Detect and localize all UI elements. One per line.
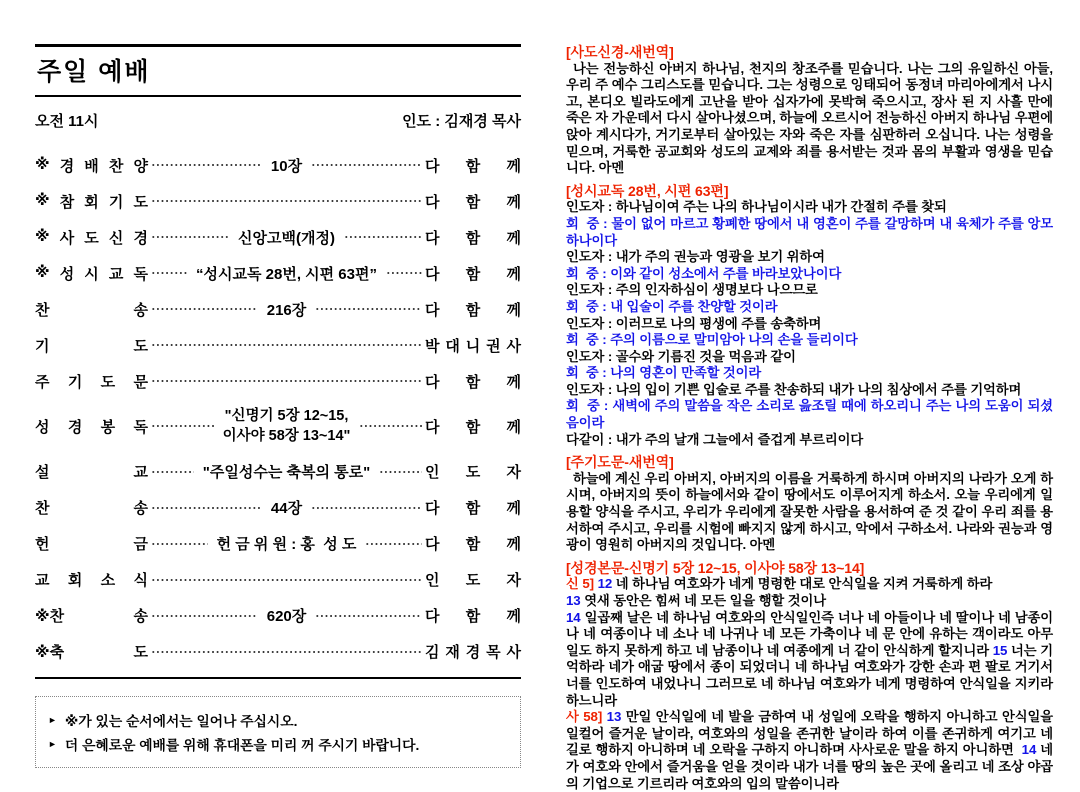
label-token: 회 — [84, 193, 99, 211]
order-item-detail: 620장 — [266, 608, 307, 626]
order-row — [35, 497, 521, 519]
order-item-performer — [425, 155, 521, 176]
order-item-label — [35, 605, 148, 626]
order-item-performer — [425, 299, 521, 320]
order-item-performer — [425, 497, 521, 518]
label-token: 도 — [465, 572, 481, 590]
label-token: 경 — [133, 229, 148, 247]
dotted-leader — [365, 537, 422, 551]
bottom-rule — [35, 677, 521, 679]
dotted-leader — [386, 266, 422, 280]
label-token: 성 — [35, 418, 50, 436]
text-run: 14 — [566, 609, 581, 625]
section-heading: [사도신경-새번역] — [566, 44, 674, 60]
label-token: 김 — [425, 644, 440, 662]
order-item-detail: "주일성수는 축복의 통로" — [202, 464, 371, 482]
page-title: 주일 예배 — [37, 58, 151, 86]
text-run: 15 — [992, 642, 1008, 658]
order-item-label — [35, 155, 148, 176]
order-item-performer — [425, 641, 521, 662]
label-token: 식 — [133, 572, 148, 590]
dotted-leader — [151, 501, 262, 515]
service-leader: 인도 : 김재경 목사 — [402, 113, 521, 130]
label-token: 기 — [108, 193, 124, 211]
order-item-performer — [425, 263, 521, 284]
label-token: 도 — [133, 644, 148, 662]
label-token: ※ — [35, 191, 50, 209]
text-run: 만일 안식일에 네 발을 금하여 내 성일에 오락을 행하지 아니하고 안식일을 일컬어 즐거운 날이라, 여호와의 성일을 존귀한 날이라 하여 이를 존귀하게 여기고 네 길로 행하지 아니하며 네 오락을 구하지 아니하며 사사로운 말을 하지 아니하면 — [566, 709, 1053, 758]
section-paragraph — [566, 299, 1053, 316]
label-token: 목 — [486, 644, 501, 662]
section-paragraph — [566, 216, 1053, 249]
label-token: 헌 — [35, 536, 50, 554]
dotted-leader — [359, 419, 422, 433]
label-token: 께 — [506, 500, 521, 518]
order-item-performer — [425, 461, 521, 482]
text-run: 인도자 : 골수와 기름진 것을 먹음과 같이 — [566, 348, 796, 364]
dotted-leader — [151, 266, 187, 280]
text-run: 회 중 : 물이 없어 마르고 황폐한 땅에서 내 영혼이 주를 갈망하며 내 육체가 주를 앙모하나이다 — [566, 215, 1053, 248]
section-paragraph — [566, 316, 1053, 333]
label-token: 교 — [35, 572, 50, 590]
section-paragraph — [566, 266, 1053, 283]
label-token: 독 — [133, 418, 148, 436]
label-token: 다 — [425, 229, 440, 247]
order-row — [35, 190, 521, 212]
section-paragraph — [566, 432, 1053, 449]
label-token: 박 — [425, 337, 440, 355]
label-token: 경 — [59, 157, 75, 175]
dotted-leader — [151, 374, 422, 388]
label-token: 인 — [425, 464, 440, 482]
dotted-leader — [151, 645, 422, 659]
label-token: 사 — [506, 644, 521, 662]
order-item-performer — [425, 569, 521, 590]
text-run: 인도자 : 이러므로 나의 평생에 주를 송축하며 — [566, 315, 822, 331]
section-paragraph — [566, 398, 1053, 431]
label-token: 께 — [506, 608, 521, 626]
label-token: 자 — [506, 572, 521, 590]
section-paragraph — [566, 61, 1053, 177]
section-heading: [주기도문-새번역] — [566, 454, 674, 471]
text-run: 신 5] — [566, 576, 598, 592]
label-token: 독 — [133, 265, 148, 283]
title-rule — [35, 95, 521, 97]
label-token: 설 — [35, 464, 50, 482]
label-token: ※ — [35, 155, 50, 173]
order-item-detail: 신앙고백(개정) — [238, 229, 335, 247]
dotted-leader — [311, 158, 422, 172]
order-row — [35, 461, 521, 483]
label-token: 경 — [465, 644, 481, 662]
text-run: 엿새 동안은 힘써 네 모든 일을 행할 것이나 — [580, 593, 827, 608]
label-token: 기 — [67, 373, 83, 391]
label-token: 께 — [506, 229, 521, 247]
label-token: 니 — [465, 337, 481, 355]
section-paragraph — [566, 365, 1053, 382]
text-run: 회 중 : 나의 영혼이 만족할 것이라 — [566, 365, 762, 381]
dotted-leader — [151, 338, 422, 352]
order-item-label — [35, 299, 148, 320]
label-token: 대 — [445, 337, 460, 355]
text-run: 12 — [597, 576, 613, 592]
section-paragraph — [566, 332, 1053, 349]
order-item-label — [35, 416, 148, 437]
label-token: 다 — [425, 157, 440, 175]
label-token: ※ — [35, 227, 50, 245]
order-row — [35, 334, 521, 356]
text-run: 회 중 : 이와 같이 성소에서 주를 바라보았나이다 — [566, 265, 842, 281]
service-time: 오전 11시 — [35, 113, 99, 130]
text-run: 네 하나님 여호와가 네게 명령한 대로 안식일을 지켜 거룩하게 하라 — [612, 576, 993, 592]
label-token: 송 — [133, 301, 148, 319]
label-token: 찬 — [35, 500, 50, 518]
order-item-label — [35, 533, 148, 554]
text-run: 인도자 : 하나님이여 주는 나의 하나님이시라 내가 간절히 주를 찾되 — [566, 199, 947, 215]
service-info-row — [35, 110, 521, 131]
label-token: 찬 — [108, 157, 124, 175]
label-token: ※축 — [35, 644, 65, 662]
label-token: 도 — [84, 229, 99, 247]
label-token: 시 — [84, 265, 99, 283]
label-token: 함 — [465, 157, 481, 175]
section-paragraph — [566, 471, 1053, 554]
label-token: 다 — [425, 193, 440, 211]
top-rule — [35, 44, 521, 47]
order-item-label — [35, 569, 148, 590]
order-row — [35, 641, 521, 663]
order-item-performer — [425, 191, 521, 212]
note-line — [48, 734, 508, 754]
text-run: 사 58] — [566, 709, 607, 725]
label-token: 함 — [465, 608, 481, 626]
dotted-leader — [151, 537, 208, 551]
section-paragraph — [566, 709, 1053, 792]
text-run: 인도자 : 주의 인자하심이 생명보다 나으므로 — [566, 282, 818, 298]
order-item-performer — [425, 227, 521, 248]
label-token: 께 — [506, 193, 521, 211]
order-item-detail: 10장 — [270, 157, 303, 175]
text-run: 14 — [1021, 742, 1037, 758]
label-token: 께 — [506, 301, 521, 319]
label-token: 참 — [59, 193, 75, 211]
detail-line: 이사야 58장 13~14" — [222, 428, 351, 445]
section-paragraph — [566, 249, 1053, 266]
label-token: 도 — [100, 373, 116, 391]
dotted-leader — [151, 302, 258, 316]
text-run: 너는 기억하라 네가 애굽 땅에서 종이 되었더니 네 하나님 여호와가 강한 손과 편 팔로 거기서 너를 인도하여 내었나니 그러므로 네 하나님 여호와가 네게 명령하여 안식일을 지키라 하느니라 — [566, 642, 1053, 708]
label-token: 다 — [425, 373, 440, 391]
order-item-performer — [425, 533, 521, 554]
dotted-leader — [151, 465, 194, 479]
text-run: 회 중 : 내 입술이 주를 찬양할 것이라 — [566, 298, 778, 314]
order-row — [35, 370, 521, 392]
label-token: ※찬 — [35, 608, 65, 626]
label-token: 신 — [108, 229, 124, 247]
label-token: 권 — [486, 337, 501, 355]
section-paragraph — [566, 349, 1053, 366]
dotted-leader — [315, 609, 422, 623]
section-paragraph — [566, 576, 1053, 593]
label-token: 함 — [465, 500, 481, 518]
label-token: 소 — [100, 572, 116, 590]
note-text: 더 은혜로운 예배를 위해 휴대폰을 미리 꺼 주시기 바랍니다. — [64, 737, 420, 753]
text-run: 일곱째 날은 네 하나님 여호와의 안식일인즉 너나 네 아들이나 네 딸이나 네 남종이나 네 여종이나 네 소나 네 나귀나 네 모든 가축이나 네 문 안에 유하는 객이라도 아무 일도 하지 못하게 하고 네 남종이나 네 여종에게 너 같이 안식하게 할지니라 — [566, 609, 1053, 658]
dotted-leader — [151, 419, 214, 433]
order-item-detail — [217, 406, 357, 447]
label-token: 자 — [506, 464, 521, 482]
label-token: 다 — [425, 536, 440, 554]
label-token: 재 — [445, 644, 460, 662]
dotted-leader — [151, 158, 262, 172]
dotted-leader — [151, 230, 229, 244]
dotted-leader — [151, 194, 422, 208]
text-run: 인도자 : 내가 주의 권능과 영광을 보기 위하여 — [566, 249, 825, 265]
label-token: 도 — [133, 337, 148, 355]
text-run: 인도자 : 나의 입이 기쁜 입술로 주를 찬송하되 내가 나의 침상에서 주를 기억하며 — [566, 381, 1022, 397]
dotted-leader — [379, 465, 422, 479]
order-row — [35, 569, 521, 591]
label-token: 께 — [506, 373, 521, 391]
section-paragraph — [566, 610, 1053, 710]
label-token: 다 — [425, 608, 440, 626]
scripture-panel — [566, 44, 1053, 792]
text-run: 나는 전능하신 아버지 하나님, 천지의 창조주를 믿습니다. 나는 그의 유일하신 아들, 우리 주 예수 그리스도를 믿습니다. 그는 성령으로 잉태되어 동정녀 마리아에게서 나시고, 본디오 빌라도에게 고난을 받아 십자가에 못박혀 죽으시고, 장사 된 지 사흘 만에 죽은 자 가운데서 다시 살아나셨으며, 하늘에 오르시어 전능하신 아버지 하나님 우편에 앉아 계시다가, 거기로부터 살아있는 자와 죽은 자를 심판하러 오십니다. 나는 성령을 믿으며, 거룩한 공교회와 성도의 교제와 죄를 용서받는 것과 몸의 부활과 영생을 믿습니다. 아멘 — [566, 60, 1053, 176]
section-heading: [성시교독 28번, 시편 63편] — [566, 182, 729, 199]
label-token: 다 — [425, 301, 440, 319]
order-item-label — [35, 461, 148, 482]
order-item-performer — [425, 371, 521, 392]
notes-box — [35, 696, 521, 768]
order-item-performer — [425, 335, 521, 356]
order-item-label — [35, 497, 148, 518]
label-token: 함 — [465, 265, 481, 283]
order-item-detail: 헌 금 위 원 : 홍 성 도 — [216, 536, 357, 554]
label-token: 송 — [133, 608, 148, 626]
detail-line: "신명기 5장 12~15, — [224, 408, 349, 424]
text-run: 다같이 : 내가 주의 날개 그늘에서 즐겁게 부르리이다 — [566, 431, 864, 447]
order-item-detail: 44장 — [270, 500, 303, 518]
order-item-performer — [425, 416, 521, 437]
dotted-leader — [151, 573, 422, 587]
label-token: 도 — [133, 193, 148, 211]
label-token: 함 — [465, 373, 481, 391]
label-token: 배 — [84, 157, 99, 175]
order-row — [35, 298, 521, 320]
label-token: 다 — [425, 500, 440, 518]
order-item-label — [35, 227, 148, 248]
order-item-detail: “성시교독 28번, 시편 63편” — [196, 265, 377, 283]
label-token: 사 — [506, 337, 521, 355]
dotted-leader — [151, 609, 258, 623]
label-token: 인 — [425, 572, 440, 590]
order-rows — [35, 154, 521, 663]
label-token: 다 — [425, 418, 440, 436]
label-token: 금 — [133, 536, 148, 554]
label-token: 께 — [506, 157, 521, 175]
label-token: 기 — [35, 337, 50, 355]
dotted-leader — [311, 501, 422, 515]
label-token: 함 — [465, 301, 481, 319]
arrow-bullet-icon: ► — [48, 738, 57, 749]
order-row — [35, 605, 521, 627]
order-item-label — [35, 191, 148, 212]
label-token: 함 — [465, 229, 481, 247]
section-paragraph — [566, 282, 1053, 299]
label-token: 함 — [465, 193, 481, 211]
note-text: ※가 있는 순서에서는 일어나 주십시오. — [64, 713, 298, 729]
text-run: 네가 여호와 안에서 즐거움을 얻을 것이라 내가 너를 땅의 높은 곳에 올리고 네 조상 야곱의 기업으로 기르리라 여호와의 입의 말씀이니라 — [566, 742, 1053, 791]
label-token: 경 — [67, 418, 83, 436]
label-token: 문 — [133, 373, 148, 391]
order-item-label — [35, 371, 148, 392]
label-token: 양 — [133, 157, 148, 175]
label-token: 께 — [506, 265, 521, 283]
dotted-leader — [315, 302, 422, 316]
label-token: 성 — [59, 265, 75, 283]
order-row — [35, 262, 521, 284]
order-item-label — [35, 263, 148, 284]
arrow-bullet-icon: ► — [48, 714, 57, 725]
order-row — [35, 154, 521, 176]
order-item-label — [35, 641, 148, 662]
order-item-performer — [425, 605, 521, 626]
label-token: ※ — [35, 263, 50, 281]
label-token: 도 — [465, 464, 481, 482]
section-paragraph — [566, 382, 1053, 399]
label-token: 께 — [506, 536, 521, 554]
text-run: 하늘에 계신 우리 아버지, 아버지의 이름을 거룩하게 하시며 아버지의 나라가 오게 하시며, 아버지의 뜻이 하늘에서와 같이 땅에서도 이루어지게 하소서. 오늘 우리에게 일용할 양식을 주시고, 우리가 우리에게 잘못한 사람을 용서하여 준 것 같이 우리 죄를 용서하여 주시고, 우리를 시험에 빠지지 않게 하시고, 악에서 구하소서. 나라와 권능과 영광이 영원히 아버지의 것입니다. 아멘 — [566, 470, 1053, 553]
label-token: 찬 — [35, 301, 50, 319]
section-paragraph — [566, 199, 1053, 216]
label-token: 주 — [35, 373, 50, 391]
label-token: 교 — [108, 265, 124, 283]
label-token: 함 — [465, 536, 481, 554]
section-heading: [성경본문-신명기 5장 12~15, 이사야 58장 13~14] — [566, 559, 865, 576]
text-run: 13 — [566, 593, 581, 608]
label-token: 다 — [425, 265, 440, 283]
text-run: 13 — [606, 709, 622, 725]
label-token: 회 — [67, 572, 83, 590]
order-row — [35, 226, 521, 248]
text-run: 회 중 : 새벽에 주의 말씀을 작은 소리로 읊조릴 때에 하오리니 주는 나의 도움이 되셨음이라 — [566, 398, 1053, 431]
note-line — [48, 710, 508, 730]
label-token: 함 — [465, 418, 481, 436]
label-token: 송 — [133, 500, 148, 518]
label-token: 봉 — [100, 418, 116, 436]
section-paragraph — [566, 593, 1053, 610]
order-row — [35, 533, 521, 555]
label-token: 사 — [59, 229, 75, 247]
order-item-detail: 216장 — [266, 301, 307, 319]
dotted-leader — [344, 230, 422, 244]
order-row — [35, 406, 521, 447]
worship-order-panel — [35, 44, 521, 768]
text-run: 회 중 : 주의 이름으로 말미암아 나의 손을 들리이다 — [566, 332, 858, 348]
order-item-label — [35, 335, 148, 356]
label-token: 께 — [506, 418, 522, 436]
label-token: 교 — [133, 464, 148, 482]
